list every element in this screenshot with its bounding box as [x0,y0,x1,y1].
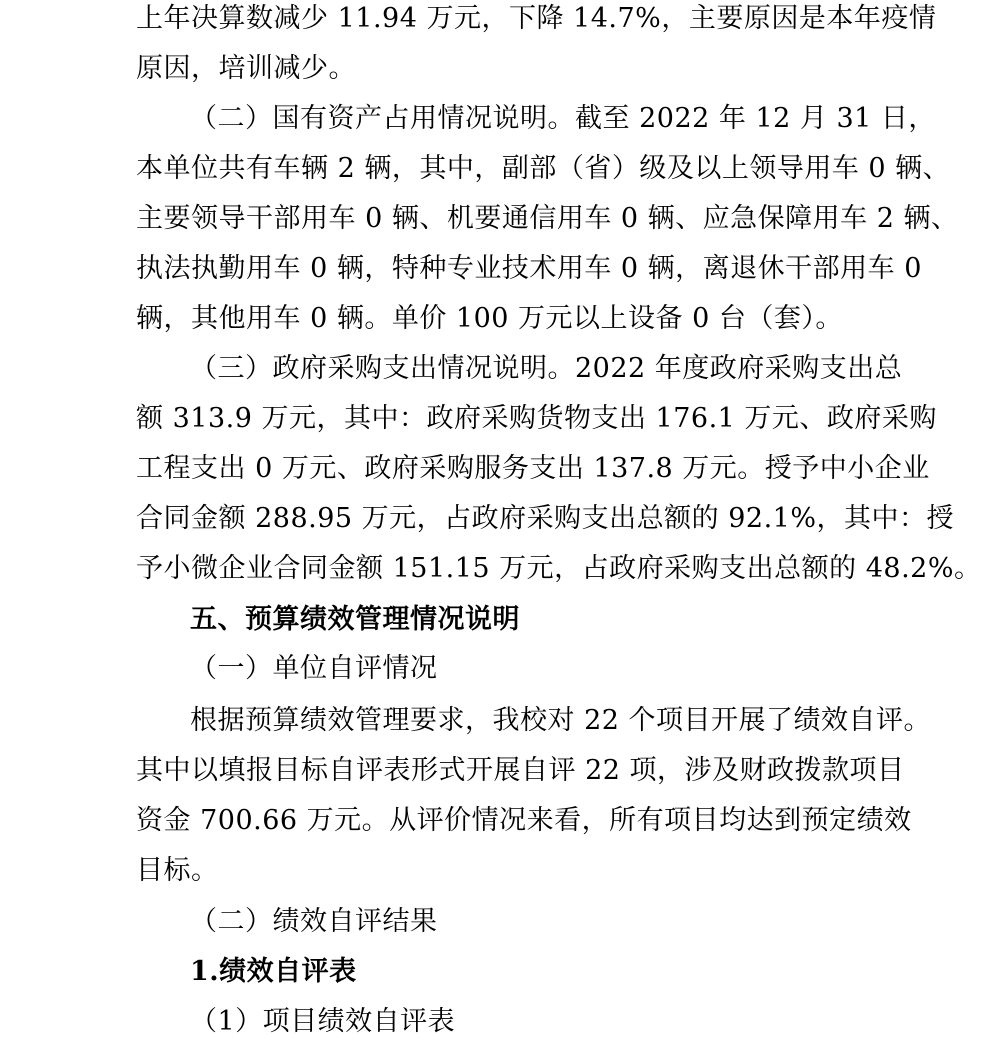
paragraph-line: 主要领导干部用车 0 辆、机要通信用车 0 辆、应急保障用车 2 辆、 [136,203,959,234]
subsection-heading: （1）项目绩效自评表 [190,1006,456,1037]
paragraph-line: 资金 700.66 万元。从评价情况来看，所有项目均达到预定绩效 [136,805,912,836]
paragraph-line: 其中以填报目标自评表形式开展自评 22 项，涉及财政拨款项目 [136,755,905,786]
paragraph-line: 予小微企业合同金额 151.15 万元，占政府采购支出总额的 48.2%。 [136,553,982,584]
section-state-assets-line: （二）国有资产占用情况说明。截至 2022 年 12 月 31 日， [190,103,936,134]
paragraph-line: 工程支出 0 万元、政府采购服务支出 137.8 万元。授予中小企业 [136,453,930,484]
subsection-heading: （二）绩效自评结果 [190,906,438,937]
subsection-heading-bold: 1.绩效自评表 [190,956,357,987]
paragraph-line: 根据预算绩效管理要求，我校对 22 个项目开展了绩效自评。 [190,705,932,736]
paragraph-line: 执法执勤用车 0 辆，特种专业技术用车 0 辆，离退休干部用车 0 [136,253,922,284]
subsection-heading: （一）单位自评情况 [190,653,438,684]
paragraph-line: 目标。 [136,855,219,886]
section-procurement-line: （三）政府采购支出情况说明。2022 年度政府采购支出总 [190,353,903,384]
paragraph-line: 合同金额 288.95 万元，占政府采购支出总额的 92.1%，其中：授 [136,503,954,534]
paragraph-line: 本单位共有车辆 2 辆，其中，副部（省）级及以上领导用车 0 辆、 [136,153,951,184]
paragraph-line: 额 313.9 万元，其中：政府采购货物支出 176.1 万元、政府采购 [136,403,937,434]
section-heading-performance: 五、预算绩效管理情况说明 [190,604,520,635]
paragraph-line: 原因，培训减少。 [136,53,356,84]
paragraph-line: 上年决算数减少 11.94 万元，下降 14.7%，主要原因是本年疫情 [136,3,937,34]
paragraph-line: 辆，其他用车 0 辆。单价 100 万元以上设备 0 台（套）。 [136,303,843,334]
